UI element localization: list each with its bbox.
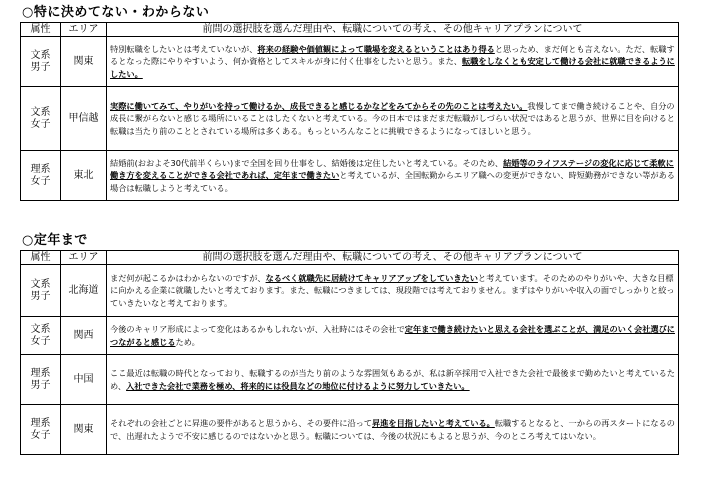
section-title-undecided: ○特に決めてない・わからない bbox=[22, 5, 210, 20]
area-cell: 東北 bbox=[61, 151, 107, 201]
reason-cell: 実際に働いてみて、やりがいを持って働けるか、成長できると感じるかなどをみてからその先のことは考えたい。我慢してまで働き続けることや、自分の成長に繋がらないと感じる場所にいることはしたくないと考えている。今の日本ではまだまだ転職がしづらい状況ではあると思うが、世界に目を向けると転職は当たり前のこととされている場所は多くある。もっといろんなことに挑戦できるようになってほしいと思う。 bbox=[107, 87, 679, 151]
table-header-row bbox=[21, 251, 679, 265]
column-header-reason: 前問の選択肢を選んだ理由や、転職についての考え、その他キャリアプランについて bbox=[107, 23, 679, 37]
highlight-text: なるべく就職先に居続けてキャリアアップをしていきたい bbox=[265, 272, 478, 283]
column-header-area: エリア bbox=[61, 251, 107, 265]
reason-cell: まだ何が起こるかはわからないのですが、なるべく就職先に居続けてキャリアアップをしていきたいと考えています。そのためのやりがいや、大きな目標に向かえる企業に就職したいと考えております。また、転職につきましては、現段階では考えておりません。まずはやりがいや収入の面でしっかりと絞っていきたいなと考えております。 bbox=[107, 265, 679, 317]
reason-cell: 結婚前(おおよそ30代前半くらい)まで全国を回り仕事をし、結婚後は定住したいと考えている。そのため、結婚等のライフステージの変化に応じて柔軟に働き方を変えることができる会社であれば、定年まで働きたいと考えているが、全国転勤からエリア職への変更ができない、時短勤務ができない等がある場合は転職しようと考えている。 bbox=[107, 151, 679, 201]
table-row bbox=[21, 265, 679, 317]
table-row bbox=[21, 151, 679, 201]
attribute-cell: 文系 女子 bbox=[21, 87, 61, 151]
table-row bbox=[21, 87, 679, 151]
attribute-cell: 文系 男子 bbox=[21, 265, 61, 317]
table-header-row bbox=[21, 23, 679, 37]
reason-cell: 今後のキャリア形成によって変化はあるかもしれないが、入社時にはその会社で定年まで働き続けたいと思える会社を選ぶことが、満足のいく会社選びにつながると感じるため。 bbox=[107, 317, 679, 355]
area-cell: 甲信越 bbox=[61, 87, 107, 151]
highlight-text: 昇進を目指したいと考えている。 bbox=[372, 418, 495, 429]
area-cell: 北海道 bbox=[61, 265, 107, 317]
area-cell: 関東 bbox=[61, 405, 107, 455]
table-row bbox=[21, 355, 679, 405]
attribute-cell: 文系 男子 bbox=[21, 37, 61, 87]
highlight-text: 転職をしなくとも安定して働ける会社に就職できるようにしたい。 bbox=[110, 56, 675, 79]
column-header-area: エリア bbox=[61, 23, 107, 37]
section-title-until-retirement: ○定年まで bbox=[22, 233, 88, 248]
table-row bbox=[21, 37, 679, 87]
reason-cell: それぞれの会社ごとに昇進の要件があると思うから、その要件に沿って昇進を目指したいと考えている。転職するとなると、一からの再スタートになるので、出遅れたようで不安に感じるのではないかと思う。転職については、今後の状況にもよると思うが、今のところ考えてはいない。 bbox=[107, 405, 679, 455]
area-cell: 関西 bbox=[61, 317, 107, 355]
table-row bbox=[21, 405, 679, 455]
attribute-cell: 理系 女子 bbox=[21, 151, 61, 201]
area-cell: 関東 bbox=[61, 37, 107, 87]
highlight-text: 結婚等のライフステージの変化に応じて柔軟に働き方を変えることができる会社であれば、定年まで働きたい bbox=[110, 157, 674, 181]
column-header-attribute: 属性 bbox=[21, 251, 61, 265]
reason-cell: ここ最近は転職の時代となっており、転職するのが当たり前のような雰囲気もあるが、私は新卒採用で入社できた会社で最後まで勤めたいと考えているため、入社できた会社で業務を極め、将来的には役員などの地位に付けるように努力していきたい。 bbox=[107, 355, 679, 405]
attribute-cell: 理系 男子 bbox=[21, 355, 61, 405]
table-until-retirement bbox=[20, 250, 679, 455]
attribute-cell: 文系 女子 bbox=[21, 317, 61, 355]
highlight-text: 実際に働いてみて、やりがいを持って働けるか、成長できると感じるかなどをみてからその先のことは考えたい。 bbox=[110, 100, 528, 111]
column-header-reason: 前問の選択肢を選んだ理由や、転職についての考え、その他キャリアプランについて bbox=[107, 251, 679, 265]
reason-cell: 特別転職をしたいとは考えていないが、将来の経験や価値観によって職場を変えるということはあり得ると思っため、まだ何とも言えない。ただ、転職するとなった際にやりやすいよう、何か資格としてスキルが身に付く仕事をしたいと思う。また、転職をしなくとも安定して働ける会社に就職できるようにしたい。 bbox=[107, 37, 679, 87]
attribute-cell: 理系 女子 bbox=[21, 405, 61, 455]
area-cell: 中国 bbox=[61, 355, 107, 405]
highlight-text: 定年まで働き続けたいと思える会社を選ぶことが、満足のいく会社選びにつながると感じる bbox=[110, 324, 675, 347]
table-undecided bbox=[20, 22, 679, 201]
column-header-attribute: 属性 bbox=[21, 23, 61, 37]
table-row bbox=[21, 317, 679, 355]
highlight-text: 入社できた会社で業務を極め、将来的には役員などの地位に付けるように努力していきたい。 bbox=[126, 380, 470, 391]
highlight-text: 将来の経験や価値観によって職場を変えるということはあり得る bbox=[257, 43, 495, 54]
